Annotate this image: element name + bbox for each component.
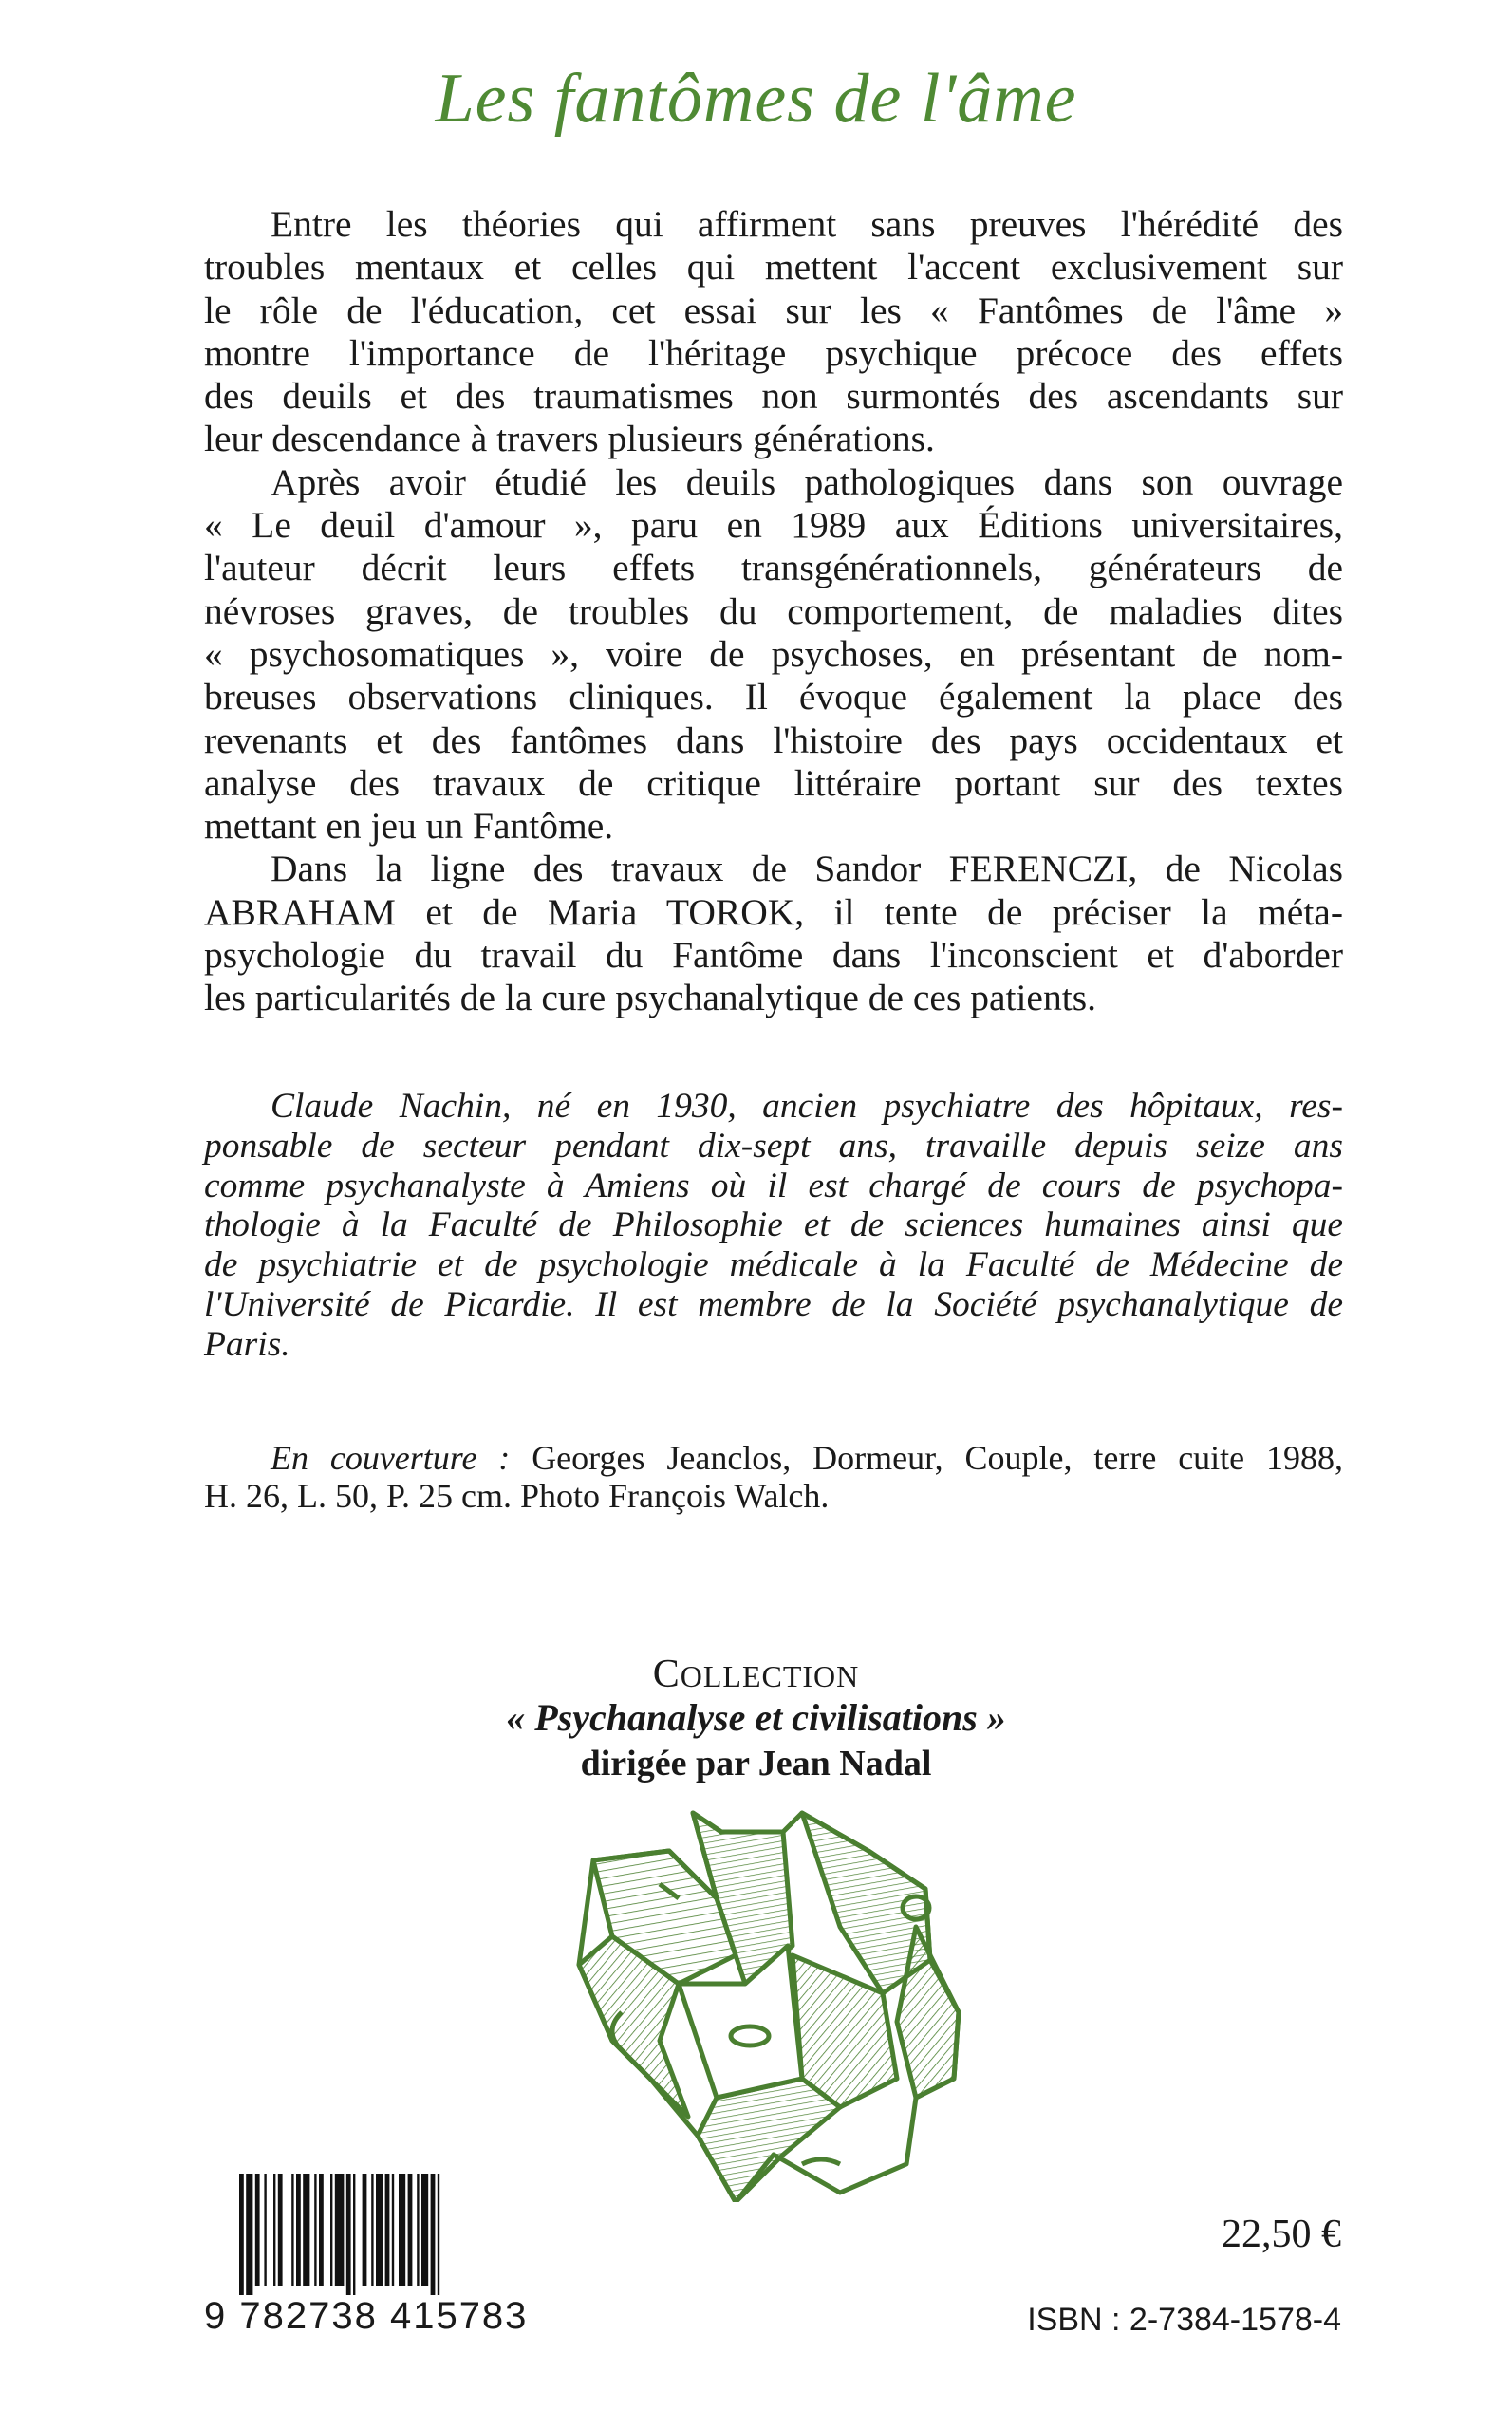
- barcode-bar: [330, 2174, 332, 2286]
- text-line: « Le deuil d'amour », paru en 1989 aux Éditions universitaires,: [204, 504, 1343, 547]
- text-line: troubles mentaux et celles qui mettent l'accent exclusivement sur: [204, 246, 1343, 289]
- barcode-bar: [239, 2174, 244, 2295]
- isbn: ISBN : 2-7384-1578-4: [1027, 2302, 1341, 2338]
- text-line: l'Université de Picardie. Il est membre de la Société psychanalytique de: [204, 1284, 1343, 1324]
- text-line: névroses graves, de troubles du comportement, de maladies dites: [204, 589, 1343, 632]
- barcode-bar: [408, 2174, 413, 2286]
- series-title: « Psychanalyse et civilisations »: [506, 1696, 1006, 1739]
- barcode-bar: [353, 2174, 355, 2295]
- text-line: ponsable de secteur pendant dix-sept ans, travaille depuis seize ans: [204, 1126, 1343, 1166]
- cover-credit-line: [204, 1439, 1343, 1477]
- text-line: mettant en jeu un Fantôme.: [204, 805, 614, 848]
- barcode-bar: [392, 2174, 394, 2286]
- text-line: Dans la ligne des travaux de Sandor FERENCZI, de Nicolas: [271, 848, 1343, 890]
- text-line: les particularités de la cure psychanalytique de ces patients.: [204, 977, 1096, 1019]
- text-line: ABRAHAM et de Maria TOROK, il tente de préciser la méta-: [204, 890, 1343, 933]
- text-line: revenants et des fantômes dans l'histoire des pays occidentaux et: [204, 719, 1343, 761]
- cover-label: En couverture :: [271, 1439, 511, 1477]
- barcode-bar: [278, 2174, 283, 2286]
- collection-label: [0, 1652, 1512, 1697]
- barcode-bar: [363, 2174, 367, 2286]
- book-title: Les fantômes de l'âme: [435, 60, 1077, 138]
- barcode-bar: [314, 2174, 316, 2286]
- face-drawing-logo: [555, 1794, 992, 2202]
- text-line: l'auteur décrit leurs effets transgénérationnels, générateurs de: [204, 547, 1343, 589]
- barcode-bar: [371, 2174, 373, 2286]
- text-line: thologie à la Faculté de Philosophie et de sciences humaines ainsi que: [204, 1205, 1343, 1245]
- collection-rest: OLLECTION: [680, 1659, 860, 1693]
- text-line: montre l'importance de l'héritage psychique précoce des effets: [204, 331, 1343, 374]
- text-line: leur descendance à travers plusieurs générations.: [204, 418, 935, 460]
- barcode-bar: [264, 2174, 266, 2286]
- text-line: le rôle de l'éducation, cet essai sur les « Fantômes de l'âme »: [204, 289, 1343, 331]
- text-line: Claude Nachin, né en 1930, ancien psychiatre des hôpitaux, res-: [271, 1087, 1343, 1126]
- text-line: Après avoir étudié les deuils pathologiques dans son ouvrage: [271, 460, 1343, 503]
- text-line: Paris.: [204, 1324, 290, 1364]
- series-director: dirigée par Jean Nadal: [580, 1744, 932, 1783]
- barcode-bar: [335, 2174, 345, 2286]
- barcode-bar: [319, 2174, 324, 2286]
- barcode-bar: [296, 2174, 301, 2286]
- text-line: de psychiatrie et de psychologie médicale à la Faculté de Médecine de: [204, 1245, 1343, 1285]
- barcode-bar: [255, 2174, 260, 2286]
- barcode-bar: [303, 2174, 309, 2286]
- barcode-bar: [376, 2174, 383, 2286]
- barcode-bar: [431, 2174, 436, 2295]
- barcode-bar: [438, 2174, 439, 2295]
- price: 22,50 €: [1222, 2213, 1341, 2256]
- cover-line2: H. 26, L. 50, P. 25 cm. Photo François Walch.: [204, 1477, 830, 1515]
- barcode-bar: [346, 2174, 351, 2295]
- author-bio: [204, 1087, 1343, 1365]
- barcode: [239, 2174, 568, 2295]
- cover-credit: [204, 1439, 1343, 1515]
- barcode-bar: [417, 2174, 419, 2286]
- collection-initial: C: [652, 1653, 681, 1696]
- barcode-bar: [246, 2174, 252, 2295]
- barcode-bar: [273, 2174, 275, 2286]
- barcode-bar: [399, 2174, 405, 2286]
- text-line: « psychosomatiques », voire de psychoses, en présentant de nom-: [204, 632, 1343, 675]
- text-line: Entre les théories qui affirment sans preuves l'hérédité des: [271, 203, 1343, 245]
- text-line: breuses observations cliniques. Il évoque également la place des: [204, 676, 1343, 719]
- text-line: psychologie du travail du Fantôme dans l'inconscient et d'aborder: [204, 934, 1343, 977]
- barcode-bar: [421, 2174, 428, 2286]
- blurb-text: [204, 203, 1343, 1020]
- barcode-bar: [291, 2174, 293, 2286]
- text-line: des deuils et des traumatismes non surmontés des ascendants sur: [204, 375, 1343, 418]
- barcode-digits: 9 782738 415783: [204, 2295, 529, 2337]
- cover-line1: Georges Jeanclos, Dormeur, Couple, terre cuite 1988,: [532, 1439, 1344, 1477]
- barcode-bar: [385, 2174, 390, 2286]
- text-line: analyse des travaux de critique littéraire portant sur des textes: [204, 761, 1343, 804]
- text-line: comme psychanalyste à Amiens où il est chargé de cours de psychopa-: [204, 1166, 1343, 1205]
